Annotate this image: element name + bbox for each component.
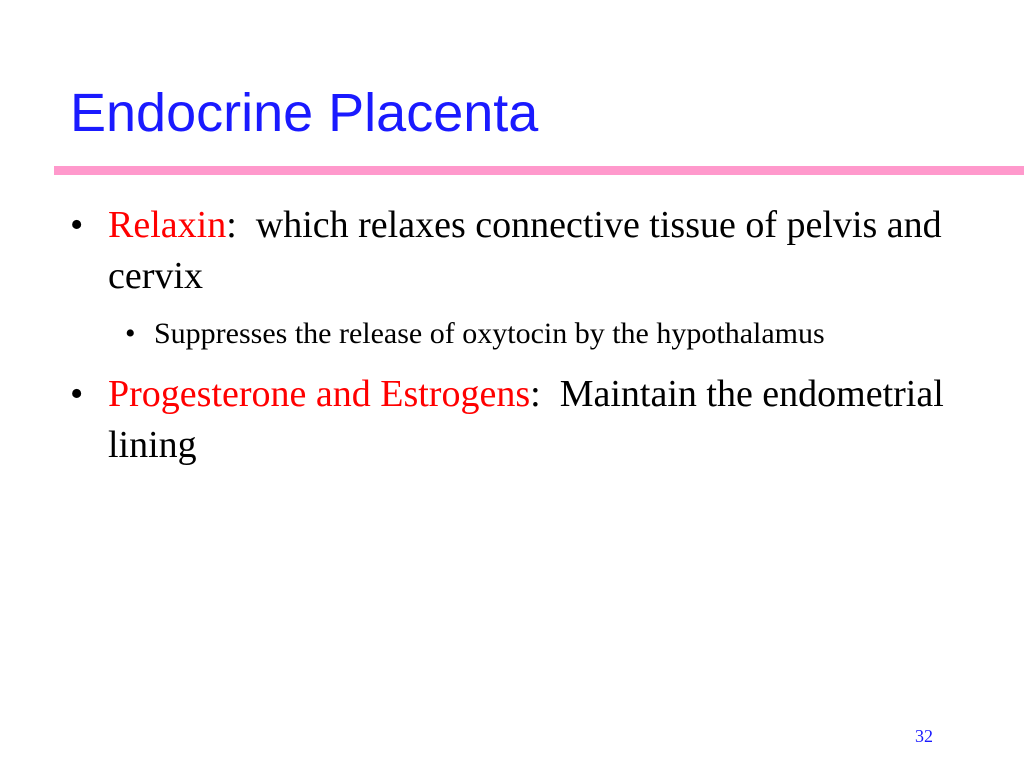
title-divider xyxy=(54,166,1024,175)
term-progesterone-estrogens: Progesterone and Estrogens xyxy=(108,373,531,415)
slide-title: Endocrine Placenta xyxy=(70,83,539,143)
page-number: 32 xyxy=(915,726,933,746)
bullet-dot-icon: • xyxy=(70,204,84,246)
bullet-separator: : xyxy=(530,373,541,415)
bullet-text: which relaxes connective tissue of pelvis and cervix xyxy=(108,204,952,297)
sub-bullet-text: Suppresses the release of oxytocin by the hypothalamus xyxy=(154,317,825,350)
slide-body xyxy=(70,200,954,471)
bullet-dot-icon: • xyxy=(70,373,84,415)
bullet-separator: : xyxy=(226,204,237,246)
bullet-dot-icon: • xyxy=(125,317,136,350)
sub-bullet-oxytocin xyxy=(125,314,950,353)
bullet-text: Maintain the endometrial lining xyxy=(108,373,954,466)
bullet-relaxin xyxy=(70,200,950,302)
term-relaxin: Relaxin xyxy=(108,204,227,246)
bullet-progesterone-estrogens xyxy=(70,369,954,471)
